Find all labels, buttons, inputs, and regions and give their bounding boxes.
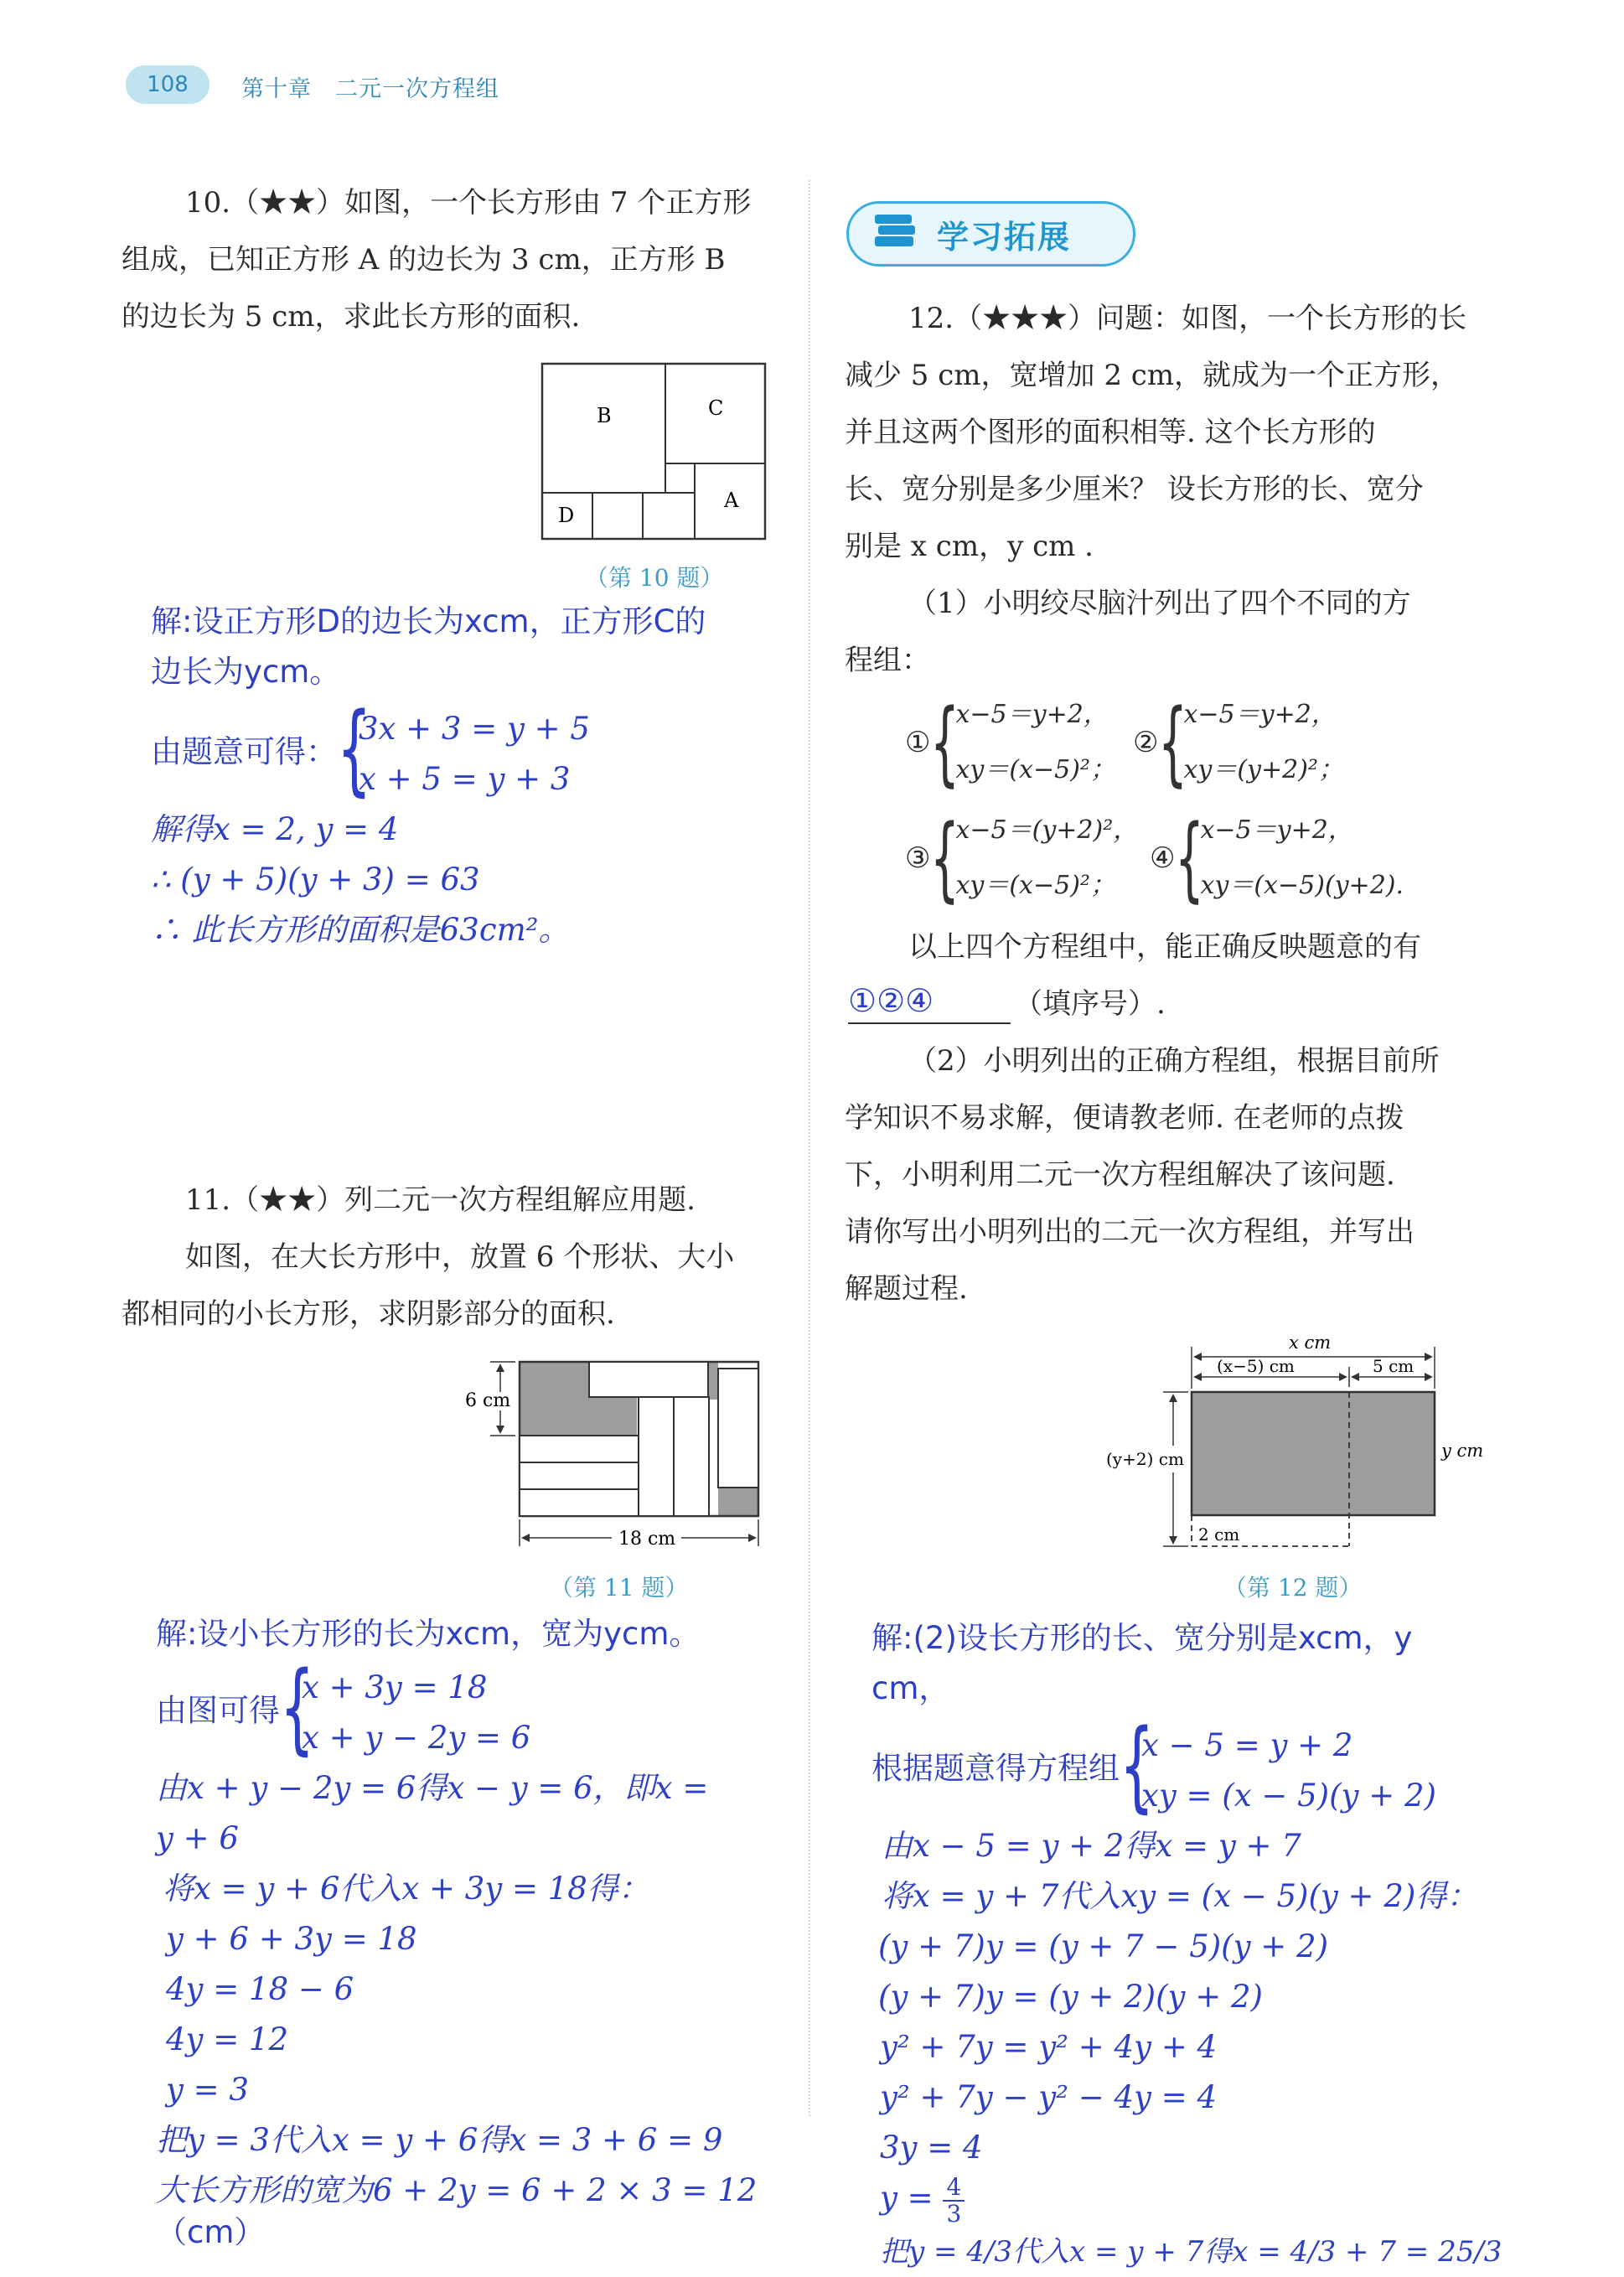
solution-line: 由x − 5 = y + 2得x = y + 7 (882, 1828, 1301, 1864)
fraction-lhs: y = (880, 2180, 934, 2216)
solution-line: 解:设小长方形的长为xcm，宽为ycm。 (156, 1616, 701, 1652)
candidate-systems (905, 687, 1575, 922)
solution-line: 4y = 18 − 6 (166, 1971, 354, 2007)
equation-2: xy＝(x−5)²； (955, 871, 1115, 900)
solution-line: y + 6 + 3y = 18 (166, 1921, 417, 1957)
label-c: C (708, 396, 724, 420)
solution-line: y + 6 (156, 1820, 239, 1856)
square-small (665, 463, 695, 493)
system-3: ③ { x−5＝(y+2)²， xy＝(x−5)²； (905, 805, 1139, 912)
q12-line: 学知识不易求解，便请教老师. 在老师的点拨 (845, 1101, 1404, 1135)
solution-line: y = 3 (166, 2072, 249, 2108)
q12-part1-tail (845, 919, 1515, 975)
rectangle (1192, 1392, 1435, 1515)
q10-line: 组成，已知正方形 A 的边长为 3 cm，正方形 B (122, 243, 726, 277)
q12-caption: （第 12 题） (1223, 1574, 1363, 1602)
small-rect (589, 1362, 708, 1397)
equation-1: x−5＝(y+2)²， (955, 815, 1139, 845)
page-number: 108 (126, 65, 209, 104)
equation-2: xy＝(y+2)²； (1183, 755, 1343, 784)
equation-1: x − 5 = y + 2 (1141, 1727, 1353, 1763)
q12-line: 并且这两个图形的面积相等. 这个长方形的 (845, 416, 1376, 449)
small-rect (520, 1436, 639, 1462)
system-number: ② (1133, 726, 1159, 759)
q12-part2 (845, 1032, 1515, 1317)
q12-line: 以上四个方程组中，能正确反映题意的有 (908, 930, 1421, 964)
q12-solution (871, 1613, 1502, 2277)
label-y2: (y+2) cm (1106, 1449, 1184, 1469)
q12-line: 程组： (845, 644, 930, 677)
q12-line: （1）小明绞尽脑汁列出了四个不同的方 (908, 587, 1411, 620)
solution-line: 把y = 4/3代入x = y + 7得x = 4/3 + 7 = 25/3 (880, 2234, 1502, 2269)
small-rect (520, 1462, 639, 1489)
expand-title: 学习拓展 (937, 219, 1072, 256)
label-b: B (597, 404, 612, 427)
small-rect (520, 1489, 639, 1516)
outer-rectangle (542, 364, 765, 539)
q11-line: 都相同的小长方形，求阴影部分的面积. (122, 1297, 615, 1331)
small-rect (639, 1397, 674, 1516)
fraction-numerator: 4 (943, 2175, 965, 2202)
shaded-region-3 (718, 1488, 758, 1516)
equation-2: xy＝(x−5)(y+2). (1200, 871, 1404, 900)
answer-blank: ①②④ (848, 982, 1011, 1024)
solution-line: 3y = 4 (880, 2130, 983, 2166)
books-icon (871, 211, 922, 255)
solution-line: 大长方形的宽为6 + 2y = 6 + 2 × 3 = 12 (156, 2172, 758, 2208)
q12-line: 长、宽分别是多少厘米？ 设长方形的长、宽分 (845, 473, 1424, 506)
solution-line: 边长为ycm。 (151, 654, 341, 690)
q12-line: 减少 5 cm，宽增加 2 cm，就成为一个正方形， (845, 359, 1460, 392)
q12-line: 解题过程. (845, 1272, 968, 1306)
fraction-denominator: 3 (946, 2199, 962, 2228)
solution-line: 将x = y + 7代入xy = (x − 5)(y + 2)得： (882, 1878, 1478, 1914)
q12-text (845, 290, 1515, 689)
q12-line: （2）小明列出的正确方程组，根据目前所 (908, 1044, 1440, 1078)
solution-line: cm， (871, 1670, 950, 1706)
system-4: ④ { x−5＝y+2， xy＝(x−5)(y+2). (1150, 805, 1404, 912)
system-prefix: 由图可得 (156, 1692, 280, 1729)
label-x: x cm (1289, 1333, 1332, 1353)
fraction (943, 2172, 965, 2228)
label-y: y cm (1441, 1441, 1484, 1461)
label-x5: (x−5) cm (1217, 1356, 1295, 1376)
q11-text (122, 1172, 775, 1343)
label-5: 5 cm (1373, 1356, 1415, 1376)
solution-line: 把y = 3代入x = y + 6得x = 3 + 6 = 9 (156, 2122, 723, 2158)
equation-1: x−5＝y+2， (955, 700, 1109, 729)
solution-line: (y + 7)y = (y + 2)(y + 2) (878, 1979, 1263, 2015)
solution-line: 将x = y + 6代入x + 3y = 18得： (163, 1871, 649, 1907)
chapter-title: 第十章 二元一次方程组 (241, 76, 499, 102)
equation-2: xy = (x − 5)(y + 2) (1141, 1778, 1436, 1814)
solution-line: （cm） (156, 2214, 266, 2250)
q10-solution (151, 597, 706, 955)
system-number: ① (905, 726, 931, 759)
q12-figure (1089, 1328, 1492, 1555)
q10-text (122, 174, 775, 345)
solution-line: y² + 7y = y² + 4y + 4 (880, 2029, 1217, 2065)
equation-system: { 3x + 3 = y + 5 x + 5 = y + 3 (337, 691, 590, 806)
system-2: ② { x−5＝y+2， xy＝(y+2)²； (1133, 689, 1343, 796)
q11-figure (457, 1345, 771, 1555)
equation-2: x + 5 = y + 3 (359, 761, 571, 797)
solution-system (871, 1707, 1502, 1823)
q12-line: 12.（★★★）问题：如图，一个长方形的长 (908, 302, 1467, 335)
solution-line: y² + 7y − y² − 4y = 4 (880, 2079, 1217, 2115)
solution-line: 解得x = 2, y = 4 (151, 811, 399, 847)
solution-line: ∴ 此长方形的面积是63cm²。 (151, 912, 570, 948)
system-number: ③ (905, 841, 931, 875)
label-a: A (724, 489, 739, 512)
q10-caption: （第 10 题） (585, 564, 724, 592)
equation-1: x−5＝y+2， (1200, 815, 1353, 845)
system-1: ① { x−5＝y+2， xy＝(x−5)²； (905, 689, 1115, 796)
equation-1: x−5＝y+2， (1183, 700, 1337, 729)
dim-18cm: 18 cm (618, 1529, 676, 1550)
square-b (542, 364, 665, 493)
solution-line: 4y = 12 (166, 2021, 289, 2057)
system-number: ④ (1150, 841, 1176, 875)
q12-line: 下，小明利用二元一次方程组解决了该问题. (845, 1158, 1395, 1192)
label-d: D (558, 504, 575, 527)
shaded-region-2 (708, 1362, 718, 1400)
system-prefix: 由题意可得： (151, 733, 337, 770)
solution-system (156, 1649, 757, 1765)
q10-line: 10.（★★）如图，一个长方形由 7 个正方形 (185, 186, 752, 220)
small-rect (718, 1369, 758, 1488)
solution-system (151, 691, 706, 806)
small-rect (674, 1397, 709, 1516)
equation-2: x + y − 2y = 6 (302, 1720, 531, 1756)
solution-line: 解:设正方形D的边长为xcm，正方形C的 (151, 603, 706, 639)
equation-2: xy＝(x−5)²； (955, 755, 1115, 784)
equation-system: { x − 5 = y + 2 xy = (x − 5)(y + 2) (1120, 1707, 1436, 1823)
column-divider (809, 180, 810, 2116)
label-2: 2 cm (1198, 1524, 1240, 1545)
equation-1: 3x + 3 = y + 5 (359, 711, 590, 747)
solution-line: ∴ (y + 5)(y + 3) = 63 (151, 862, 480, 898)
q11-line: 11.（★★）列二元一次方程组解应用题. (185, 1183, 696, 1217)
q12-line: 请你写出小明列出的二元一次方程组，并写出 (845, 1215, 1415, 1249)
system-prefix: 根据题意得方程组 (871, 1750, 1120, 1787)
q11-caption: （第 11 题） (550, 1574, 689, 1602)
fill-hint: （填序号）. (1014, 987, 1166, 1021)
equation-1: x + 3y = 18 (302, 1669, 488, 1705)
solution-line: 解:(2)设长方形的长、宽分别是xcm，y (871, 1620, 1413, 1656)
equation-system: { x + 3y = 18 x + y − 2y = 6 (280, 1649, 531, 1765)
q12-line: 别是 x cm，y cm . (845, 530, 1094, 563)
q10-figure (536, 359, 771, 545)
dim-6cm: 6 cm (465, 1390, 511, 1411)
solution-line: (y + 7)y = (y + 7 − 5)(y + 2) (878, 1928, 1329, 1964)
q10-line: 的边长为 5 cm，求此长方形的面积. (122, 300, 581, 334)
q11-line: 如图，在大长方形中，放置 6 个形状、大小 (185, 1240, 735, 1274)
q11-solution (156, 1609, 757, 2249)
solution-line: 由x + y − 2y = 6得x − y = 6，即x = (156, 1770, 709, 1806)
solution-fraction-line (871, 2173, 1502, 2227)
